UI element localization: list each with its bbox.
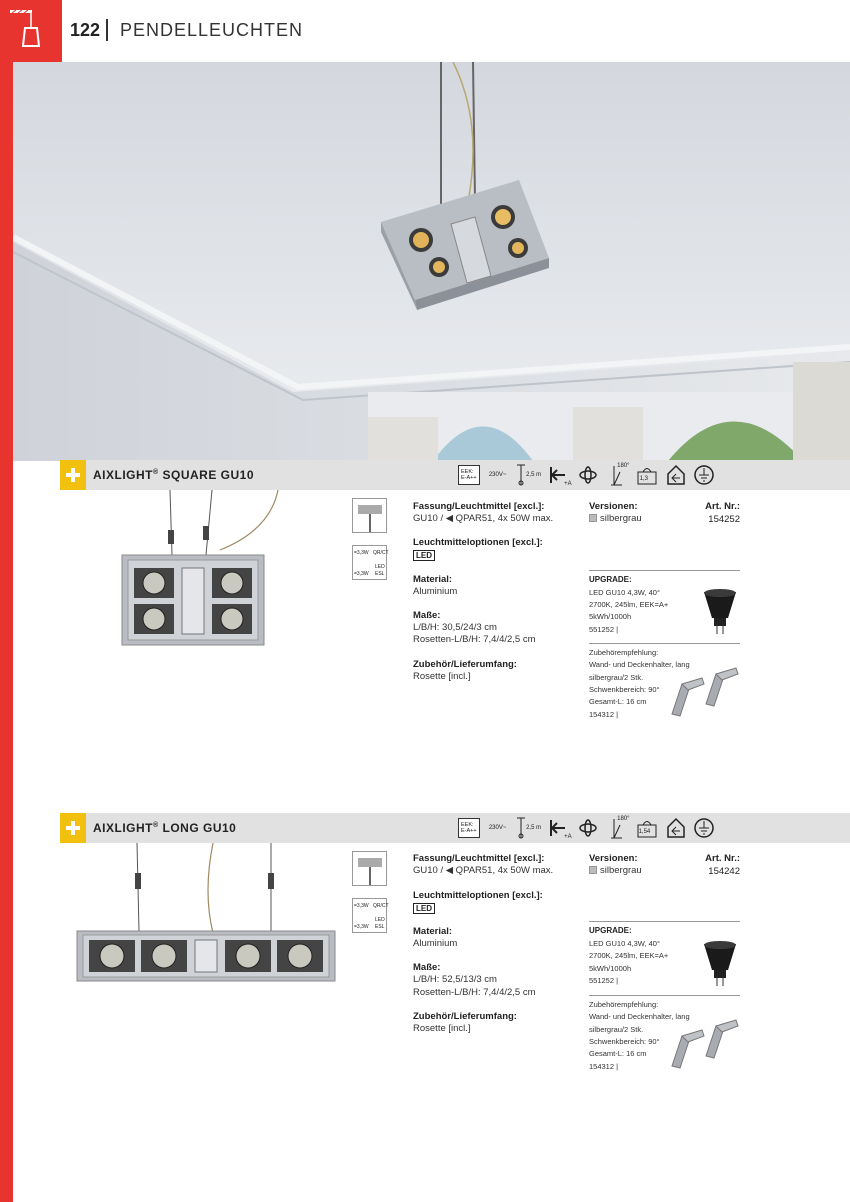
versionen-label: Versionen: (589, 853, 638, 864)
option-qrct: QR/CT (373, 550, 389, 556)
header-separator (106, 19, 108, 41)
divider (589, 921, 740, 922)
material-value: Aluminium (413, 586, 458, 597)
option-esl: ESL (375, 571, 385, 577)
option-led: LED (375, 917, 385, 923)
accessory-line: Gesamt-L: 16 cm (589, 697, 647, 706)
product-header-square (60, 460, 850, 490)
accessory-line: Schwenkbereich: 90° (589, 1037, 660, 1046)
cable-length-value: 2,5 m (526, 472, 542, 478)
artnr-label: Art. Nr.: (705, 501, 740, 512)
upgrade-line: 551252 | (589, 625, 619, 634)
option-watt: =3,3W (354, 550, 369, 556)
led-option-icon: LED (413, 903, 435, 914)
masse-value-2: Rosetten-L/B/H: 7,4/4/2,5 cm (413, 634, 536, 645)
accessory-line: Schwenkbereich: 90° (589, 685, 660, 694)
option-watt: =3,3W (354, 903, 369, 909)
led-bulb-image (700, 940, 740, 990)
tilt-angle-value: 180° (617, 816, 630, 822)
spec-icons (458, 462, 716, 488)
artnr-value: 154242 (708, 866, 740, 877)
zubehoer-label: Zubehör/Lieferumfang: (413, 659, 517, 670)
version-value (589, 513, 642, 525)
accessory-line: Wand- und Deckenhalter, lang (589, 1012, 690, 1021)
protection-class-icon (546, 816, 572, 840)
upgrade-line: 551252 | (589, 976, 619, 985)
divider (589, 995, 740, 996)
color-swatch (589, 866, 597, 874)
rotation-icon (576, 816, 600, 840)
option-esl: ESL (375, 924, 385, 930)
zubehoer-value: Rosette [incl.] (413, 671, 471, 682)
product-name: AIXLIGHT® LONG GU10 (93, 821, 237, 835)
accessory-line: Wand- und Deckenhalter, lang (589, 660, 690, 669)
weight-icon (634, 463, 660, 487)
version-text: silbergrau (600, 513, 642, 524)
masse-value-1: L/B/H: 52,5/13/3 cm (413, 974, 497, 985)
material-value: Aluminium (413, 938, 458, 949)
accessory-line: Gesamt-L: 16 cm (589, 1049, 647, 1058)
product-image-square (110, 490, 300, 660)
plus-icon (60, 460, 86, 490)
page-title: PENDELLEUCHTEN (120, 20, 304, 40)
lamp-options-thumbnail (352, 545, 387, 580)
cable-length-icon (516, 816, 542, 840)
energy-label-icon: EEK: E-A++ (458, 465, 480, 485)
product-name: AIXLIGHT® SQUARE GU10 (93, 468, 255, 482)
page-number: 122 (70, 20, 101, 40)
red-side-stripe (0, 0, 13, 1202)
zubehoer-value: Rosette [incl.] (413, 1023, 471, 1034)
version-text: silbergrau (600, 865, 642, 876)
upgrade-line: 5kWh/1000h (589, 612, 632, 621)
cable-length-icon (516, 463, 542, 487)
class-value: +A (564, 834, 572, 840)
indoor-icon (664, 816, 688, 840)
masse-label: Maße: (413, 962, 441, 973)
version-value (589, 865, 642, 877)
tilt-angle-value: 180° (617, 463, 630, 469)
zubehoer-label: Zubehör/Lieferumfang: (413, 1011, 517, 1022)
indoor-icon (664, 463, 688, 487)
ground-icon (692, 463, 716, 487)
ground-icon (692, 816, 716, 840)
upgrade-label: UPGRADE: (589, 926, 632, 935)
spec-icons (458, 815, 716, 841)
voltage-icon: 230V~ (488, 472, 507, 478)
led-bulb-image (700, 588, 740, 638)
hero-photo (13, 62, 850, 461)
upgrade-line: 2700K, 245lm, EEK=A+ (589, 600, 669, 609)
weight-icon (634, 816, 660, 840)
option-watt-2: =3,3W (354, 571, 369, 577)
fassung-value: GU10 / ◀ QPAR51, 4x 50W max. (413, 865, 554, 876)
led-option-icon: LED (413, 550, 435, 561)
tilt-angle-icon (604, 816, 630, 840)
accessory-line: 154312 | (589, 710, 619, 719)
rosette-thumbnail (352, 498, 387, 533)
product-image-long (75, 843, 345, 993)
voltage-icon: 230V~ (488, 825, 507, 831)
divider (589, 570, 740, 571)
artnr-value: 154252 (708, 514, 740, 525)
weight-value: 1,3 (639, 476, 648, 482)
upgrade-label: UPGRADE: (589, 575, 632, 584)
fassung-label: Fassung/Leuchtmittel [excl.]: (413, 853, 545, 864)
accessory-line: silbergrau/2 Stk. (589, 673, 644, 682)
accessory-line: silbergrau/2 Stk. (589, 1025, 644, 1034)
masse-label: Maße: (413, 610, 441, 621)
protection-class-icon (546, 463, 572, 487)
upgrade-line: 5kWh/1000h (589, 964, 632, 973)
lamp-options-thumbnail (352, 898, 387, 933)
category-badge (0, 0, 62, 62)
upgrade-line: 2700K, 245lm, EEK=A+ (589, 951, 669, 960)
energy-label-icon: EEK: E-A++ (458, 818, 480, 838)
fassung-value: GU10 / ◀ QPAR51, 4x 50W max. (413, 513, 554, 524)
plus-icon (60, 813, 86, 843)
divider (589, 643, 740, 644)
option-led: LED (375, 564, 385, 570)
option-watt-2: =3,3W (354, 924, 369, 930)
options-label: Leuchtmitteloptionen [excl.]: (413, 890, 543, 901)
material-label: Material: (413, 574, 453, 585)
cable-length-value: 2,5 m (526, 825, 542, 831)
holder-image (668, 664, 743, 719)
product-header-long (60, 813, 850, 843)
accessory-line: Zubehörempfehlung: (589, 648, 659, 657)
masse-value-1: L/B/H: 30,5/24/3 cm (413, 622, 497, 633)
holder-image (668, 1016, 743, 1071)
material-label: Material: (413, 926, 453, 937)
options-label: Leuchtmitteloptionen [excl.]: (413, 537, 543, 548)
weight-value: 1,54 (638, 829, 651, 835)
accessory-line: Zubehörempfehlung: (589, 1000, 659, 1009)
tilt-angle-icon (604, 463, 630, 487)
color-swatch (589, 514, 597, 522)
versionen-label: Versionen: (589, 501, 638, 512)
pendant-lamp-icon (0, 0, 62, 62)
upgrade-line: LED GU10 4,3W, 40° (589, 939, 660, 948)
rotation-icon (576, 463, 600, 487)
upgrade-line: LED GU10 4,3W, 40° (589, 588, 660, 597)
accessory-line: 154312 | (589, 1062, 619, 1071)
artnr-label: Art. Nr.: (705, 853, 740, 864)
option-qrct: QR/CT (373, 903, 389, 909)
fassung-label: Fassung/Leuchtmittel [excl.]: (413, 501, 545, 512)
rosette-thumbnail (352, 851, 387, 886)
masse-value-2: Rosetten-L/B/H: 7,4/4/2,5 cm (413, 987, 536, 998)
class-value: +A (564, 481, 572, 487)
